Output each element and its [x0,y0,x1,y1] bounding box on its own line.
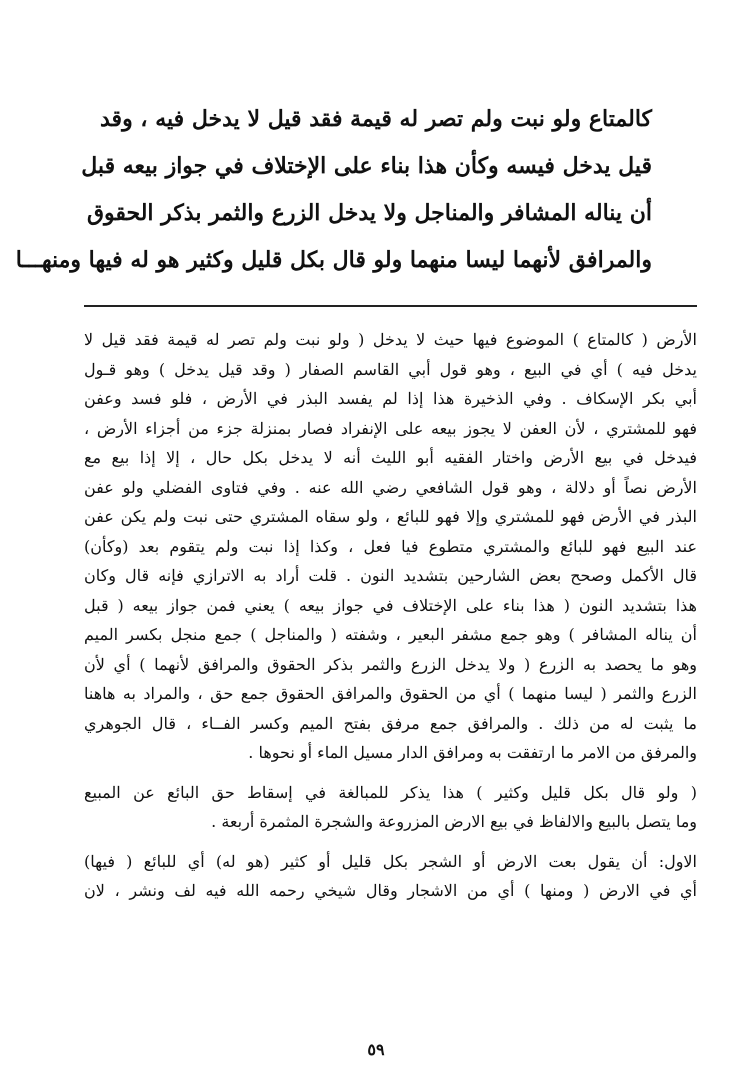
commentary-line: عند البيع فهو للبائع والمشتري متطوع فيا فعل ، وكذا إذا نبت ولم يتقوم بعد (وكأن) [84,536,697,556]
page-number: ٥٩ [367,1040,385,1059]
commentary-line: فهو للمشتري ، لأن العفن لا يجوز بيعه على الإنفراد فصار بمنزلة جزء من أجزاء الأرض ، [84,418,697,438]
commentary-paragraph-1 [84,325,697,768]
commentary-line: ما يثبت له من ذلك . والمرافق جمع مرفق بفتح الميم وكسر الفــاء ، قال الجوهري [84,713,697,733]
commentary-line: فيدخل في بيع الأرض واختار الفقيه أبو الليث أنه لا يدخل بكل حال ، إلا إذا بيع مع [84,448,697,467]
commentary-line: أن يناله المشافر ) وهو جمع مشفر البعير ، وشفته ( والمناجل ) جمع منجل بكسر الميم [84,625,697,644]
commentary-line: قال الأكمل وصحح بعض الشارحين بتشديد النون . قلت أراد به الاترازي فإنه قال وكان [84,566,697,585]
main-text-line: والمرافق لأنهما ليسا منهما ولو قال بكل قليل وكثير هو له فيها ومنهـــا [15,247,652,273]
commentary-line: البذر في الأرض فهو للمشتري وإلا فهو للبائع ، ولو سقاه المشتري حتى نبت ولم يكن عفن [84,507,697,526]
commentary-paragraph-3 [84,847,697,906]
commentary-line: هذا بتشديد النون ( هذا بناء على الإختلاف في جواز بيعه ) يعني فمن جواز بيعه ( قبل [84,595,697,615]
commentary-line: وهو ما يحصد به الزرع ( ولا يدخل الزرع والثمر بذكر الحقوق والمرافق لأنهما ) أي لأن [84,654,697,674]
commentary-line: الأرض ( كالمتاع ) الموضوع فيها حيث لا يدخل ( ولو نبت ولم تصر له قيمة فقد قيل لا [84,330,697,349]
commentary-line: والمرفق من الامر ما ارتفقت به ومرافق الدار مسيل الماء أو نحوها . [248,743,697,762]
commentary-line: وما يتصل بالبيع والالفاظ في بيع الارض المزروعة والشجرة المثمرة أربعة . [211,812,697,831]
main-text-line: كالمتاع ولو نبت ولم تصر له قيمة فقد قيل لا يدخل فيه ، وقد [100,106,652,132]
commentary-line: ( ولو قال بكل قليل وكثير ) هذا يذكر للمبالغة في إسقاط حق البائع عن المبيع [84,782,697,802]
commentary-line: الأرض نصاً أو دلالة ، وهو قول الشافعي رضي الله عنه . وفي فتاوى الفضلي ولو عفن [84,477,697,497]
commentary-line: يدخل فيه ) أي في البيع ، وهو قول أبي القاسم الصفار ( وقد قيل يدخل ) وهو قـول [84,359,697,379]
commentary-block [84,325,697,906]
commentary-line: الاول: أن يقول بعت الارض أو الشجر بكل قليل أو كثير (هو له) أي للبائع ( فيها) [84,851,697,871]
commentary-line: الزرع والثمر ( ليسا منهما ) أي من الحقوق والمرافق الحقوق جمع حق ، والمراد به هاهنا [84,684,697,703]
main-text-block [15,96,652,284]
commentary-paragraph-2 [84,778,697,837]
commentary-line: أي في الارض ( ومنها ) أي من الاشجار وقال شيخي رحمه الله فيه لف ونشر ، لان [84,881,697,900]
main-text-line: أن يناله المشافر والمناجل ولا يدخل الزرع والثمر بذكر الحقوق [86,200,652,226]
text-separator-rule [84,305,697,307]
commentary-line: أبي بكر الإسكاف . وفي الذخيرة هذا إذا لم يفسد البذر في الأرض ، فلو فسد وعفن [84,389,697,408]
main-text-line: قيل يدخل فيسه وكأن هذا بناء على الإختلاف في جواز بيعه قبل [81,153,652,179]
